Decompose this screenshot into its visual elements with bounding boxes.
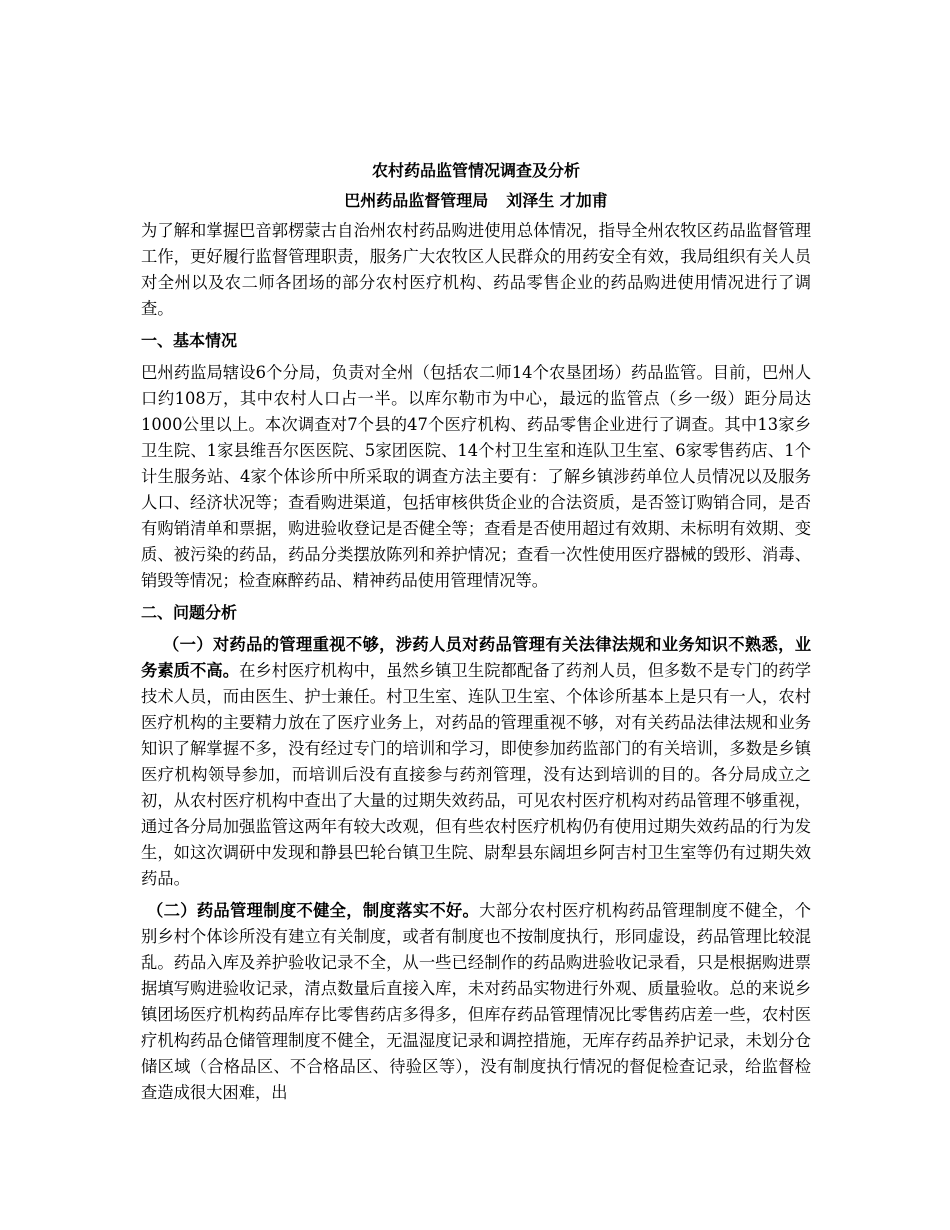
analysis-item-1-body: 在乡村医疗机构中，虽然乡镇卫生院都配备了药剂人员，但多数不是专门的药学技术人员，而由医生、护士兼任。村卫生室、连队卫生室、个体诊所基本上是只有一人，农村医疗机构的主要精力放在了医疗业务上，对药品的管理重视不够，对有关药品法律法规和业务知识了解掌握不多，没有经过专门的培训和学习，即使参加药监部门的有关培训，多数是乡镇医疗机构领导参加，而培训后没有直接参与药剂管理，没有达到培训的目的。各分局成立之初，从农村医疗机构中查出了大量的过期失效药品，可见农村医疗机构对药品管理不够重视，通过各分局加强监管这两年有较大改观，但有些农村医疗机构仍有使用过期失效药品的行为发生，如这次调研中发现和静县巴轮台镇卫生院、尉犁县东阔坦乡阿吉村卫生室等仍有过期失效药品。 [141, 661, 811, 888]
byline [141, 188, 811, 214]
basic-info-paragraph: 巴州药监局辖设6个分局，负责对全州（包括农二师14个农垦团场）药品监管。目前，巴州人口约108万，其中农村人口占一半。以库尔勒市为中心，最远的监管点（乡一级）距分局达1000公里以上。本次调查对7个县的47个医疗机构、药品零售企业进行了调查。其中13家乡卫生院、1家县维吾尔医医院、5家团医院、14个村卫生室和连队卫生室、6家零售药店、1个计生服务站、4家个体诊所中所采取的调查方法主要有：了解乡镇涉药单位人员情况以及服务人口、经济状况等；查看购进渠道，包括审核供货企业的合法资质，是否签订购销合同，是否有购销清单和票据，购进验收登记是否健全等；查看是否使用超过有效期、未标明有效期、变质、被污染的药品，药品分类摆放陈列和养护情况；查看一次性使用医疗器械的毁形、消毒、销毁等情况；检查麻醉药品、精神药品使用管理情况等。 [141, 363, 811, 590]
analysis-item-1 [141, 632, 811, 892]
analysis-item-2 [141, 898, 811, 1106]
section-heading-basic: 一、基本情况 [141, 331, 238, 350]
organization-name: 巴州药品监督管理局 [344, 191, 489, 210]
section-heading-analysis: 二、问题分析 [141, 603, 238, 622]
analysis-item-2-body: 大部分农村医疗机构药品管理制度不健全，个别乡村个体诊所没有建立有关制度，或者有制度也不按制度执行，形同虚设，药品管理比较混乱。药品入库及养护验收记录不全，从一些已经制作的药品购进验收记录看，只是根据购进票据填写购进验收记录，清点数量后直接入库，未对药品实物进行外观、质量验收。总的来说乡镇团场医疗机构药品库存比零售药店多得多，但库存药品管理情况比零售药店差一些，农村医疗机构药品仓储管理制度不健全，无温湿度记录和调控措施，无库存药品养护记录，未划分仓储区域（合格品区、不合格品区、待验区等），没有制度执行情况的督促检查记录，给监督检查造成很大困难，出 [141, 901, 811, 1102]
intro-paragraph: 为了解和掌握巴音郭楞蒙古自治州农村药品购进使用总体情况，指导全州农牧区药品监督管理工作，更好履行监督管理职责，服务广大农牧区人民群众的用药安全有效，我局组织有关人员对全州以及农二师各团场的部分农村医疗机构、药品零售企业的药品购进使用情况进行了调查。 [141, 221, 811, 318]
author-names: 刘泽生 才加甫 [506, 191, 608, 210]
analysis-item-1-lead: （一）对药品的管理重视不够，涉药人员对药品管理有关法律法规和业务知识不熟悉，业务素质不高。 [141, 635, 811, 680]
document-title: 农村药品监管情况调查及分析 [371, 161, 580, 180]
analysis-item-2-lead: （二）药品管理制度不健全，制度落实不好。 [147, 901, 480, 920]
document-page [141, 158, 811, 1112]
